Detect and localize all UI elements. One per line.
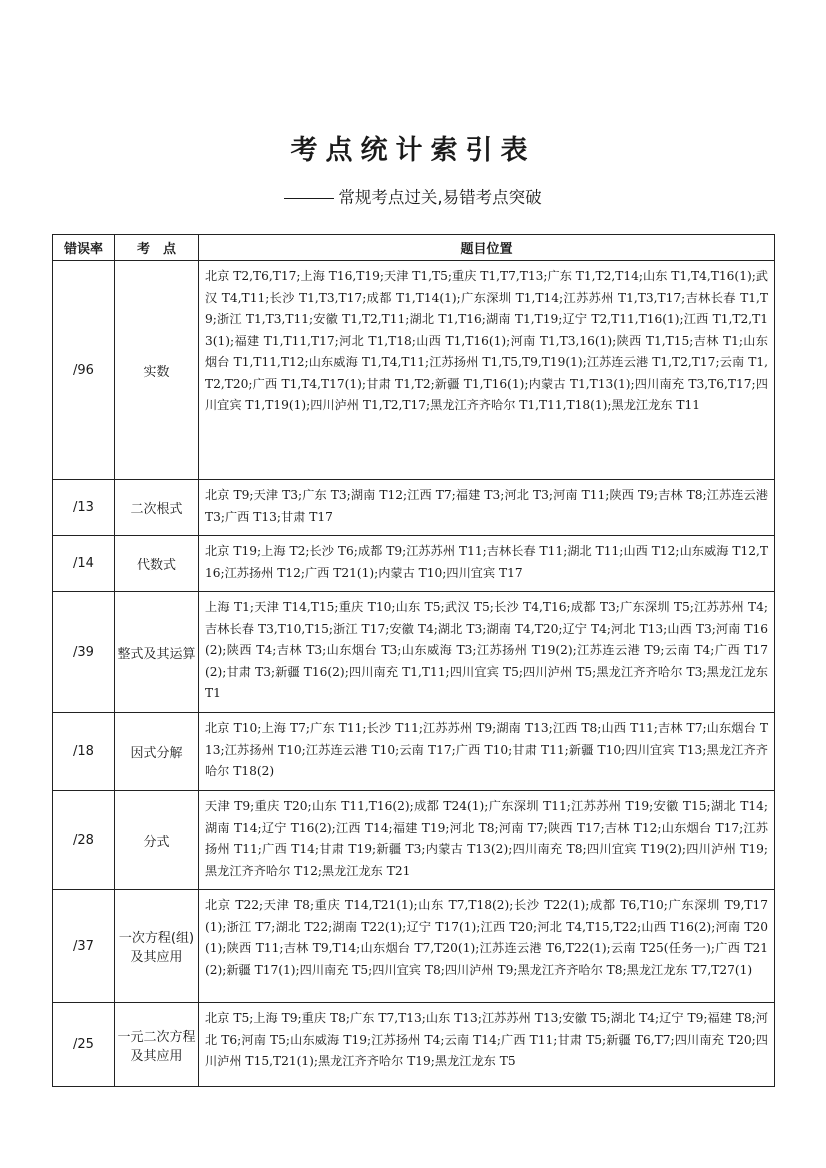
table-row xyxy=(53,261,775,480)
row-positions: 北京 T22;天津 T8;重庆 T14,T21(1);山东 T7,T18(2);长沙 T22(1);成都 T6,T10;广东深圳 T9,T17(1);浙江 T7;湖北 T22;湖南 T22(1);辽宁 T17(1);江西 T20;河北 T4,T15,T22;山西 T16(2);河南 T20(1);陕西 T11;吉林 T9,T14;山东烟台 T7,T20(1);江苏连云港 T6,T22(1);云南 T25(任务一);广西 T21(2);新疆 T17(1);四川南充 T5;四川宜宾 T8;四川泸州 T9;黑龙江齐齐哈尔 T8;黑龙江龙东 T7,T27(1) xyxy=(199,890,775,1003)
table-row xyxy=(53,592,775,713)
table-row xyxy=(53,713,775,791)
row-error-rate: /37 xyxy=(53,890,115,1003)
header-topic: 考 点 xyxy=(115,235,199,261)
row-error-rate: /39 xyxy=(53,592,115,713)
subtitle-dash xyxy=(284,198,334,199)
row-error-rate: /96 xyxy=(53,261,115,480)
subtitle-text: 常规考点过关,易错考点突破 xyxy=(338,188,542,207)
header-error-rate: 错误率 xyxy=(53,235,115,261)
row-topic: 二次根式 xyxy=(115,480,199,536)
table-row xyxy=(53,536,775,592)
row-topic: 代数式 xyxy=(115,536,199,592)
row-positions: 北京 T9;天津 T3;广东 T3;湖南 T12;江西 T7;福建 T3;河北 T3;河南 T11;陕西 T9;吉林 T8;江苏连云港 T3;广西 T13;甘肃 T17 xyxy=(199,480,775,536)
row-error-rate: /18 xyxy=(53,713,115,791)
row-error-rate: /14 xyxy=(53,536,115,592)
row-topic: 整式及其运算 xyxy=(115,592,199,713)
row-error-rate: /13 xyxy=(53,480,115,536)
row-topic: 分式 xyxy=(115,791,199,890)
page-subtitle xyxy=(0,184,826,208)
table-header-row xyxy=(53,235,775,261)
table-row xyxy=(53,480,775,536)
table-row xyxy=(53,890,775,1003)
row-topic: 实数 xyxy=(115,261,199,480)
page-title: 考点统计索引表 xyxy=(290,135,536,166)
row-error-rate: /25 xyxy=(53,1003,115,1087)
index-table xyxy=(52,234,775,1087)
table-row xyxy=(53,791,775,890)
row-positions: 北京 T19;上海 T2;长沙 T6;成都 T9;江苏苏州 T11;吉林长春 T11;湖北 T11;山西 T12;山东威海 T12,T16;江苏扬州 T12;广西 T21(1);内蒙古 T10;四川宜宾 T17 xyxy=(199,536,775,592)
header-positions: 题目位置 xyxy=(199,235,775,261)
row-positions: 北京 T2,T6,T17;上海 T16,T19;天津 T1,T5;重庆 T1,T7,T13;广东 T1,T2,T14;山东 T1,T4,T16(1);武汉 T4,T11;长沙 T1,T3,T17;成都 T1,T14(1);广东深圳 T1,T14;江苏苏州 T1,T3,T17;吉林长春 T1,T9;浙江 T1,T3,T11;安徽 T1,T2,T11;湖北 T1,T16;湖南 T1,T19;辽宁 T2,T11,T16(1);江西 T1,T2,T13(1);福建 T1,T11,T17;河北 T1,T18;山西 T1,T16(1);河南 T1,T3,16(1);陕西 T1,T15;吉林 T1;山东烟台 T1,T11,T12;山东威海 T1,T4,T11;江苏扬州 T1,T5,T9,T19(1);江苏连云港 T1,T2,T17;云南 T1,T2,T20;广西 T1,T4,T17(1);甘肃 T1,T2;新疆 T1,T16(1);内蒙古 T1,T13(1);四川南充 T3,T6,T17;四川宜宾 T1,T19(1);四川泸州 T1,T2,T17;黑龙江齐齐哈尔 T1,T11,T18(1);黑龙江龙东 T11 xyxy=(199,261,775,480)
row-positions: 天津 T9;重庆 T20;山东 T11,T16(2);成都 T24(1);广东深圳 T11;江苏苏州 T19;安徽 T15;湖北 T14;湖南 T14;辽宁 T16(2);江西 T14;福建 T19;河北 T8;河南 T7;陕西 T17;吉林 T12;山东烟台 T17;江苏扬州 T11;广西 T14;甘肃 T19;新疆 T3;内蒙古 T13(2);四川南充 T8;四川宜宾 T19(2);四川泸州 T19;黑龙江齐齐哈尔 T12;黑龙江龙东 T21 xyxy=(199,791,775,890)
row-topic: 一元二次方程及其应用 xyxy=(115,1003,199,1087)
table-row xyxy=(53,1003,775,1087)
row-positions: 上海 T1;天津 T14,T15;重庆 T10;山东 T5;武汉 T5;长沙 T4,T16;成都 T3;广东深圳 T5;江苏苏州 T4;吉林长春 T3,T10,T15;浙江 T17;安徽 T4;湖北 T3;湖南 T4,T20;辽宁 T4;河北 T13;山西 T3;河南 T16(2);陕西 T4;吉林 T3;山东烟台 T3;山东威海 T3;江苏扬州 T19(2);江苏连云港 T9;云南 T4;广西 T17(2);甘肃 T3;新疆 T16(2);四川南充 T1,T11;四川宜宾 T5;四川泸州 T5;黑龙江齐齐哈尔 T3;黑龙江龙东 T1 xyxy=(199,592,775,713)
row-topic: 因式分解 xyxy=(115,713,199,791)
row-positions: 北京 T5;上海 T9;重庆 T8;广东 T7,T13;山东 T13;江苏苏州 T13;安徽 T5;湖北 T4;辽宁 T9;福建 T8;河北 T6;河南 T5;山东威海 T19;江苏扬州 T4;云南 T14;广西 T11;甘肃 T5;新疆 T6,T7;四川南充 T20;四川泸州 T15,T21(1);黑龙江齐齐哈尔 T19;黑龙江龙东 T5 xyxy=(199,1003,775,1087)
row-error-rate: /28 xyxy=(53,791,115,890)
row-positions: 北京 T10;上海 T7;广东 T11;长沙 T11;江苏苏州 T9;湖南 T13;江西 T8;山西 T11;吉林 T7;山东烟台 T13;江苏扬州 T10;江苏连云港 T10;云南 T17;广西 T10;甘肃 T11;新疆 T10;四川宜宾 T13;黑龙江齐齐哈尔 T18(2) xyxy=(199,713,775,791)
row-topic: 一次方程(组)及其应用 xyxy=(115,890,199,1003)
